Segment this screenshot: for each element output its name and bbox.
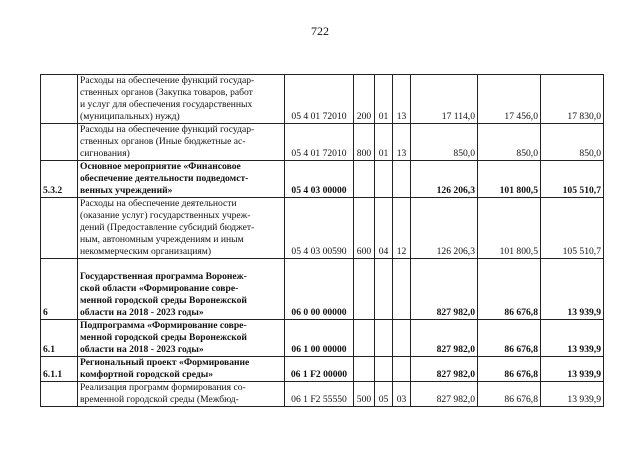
description-line: временной городской среды (Межбюд- [80, 394, 239, 405]
amount-2020: 105 510,7 [541, 198, 604, 259]
row-number [41, 382, 78, 407]
description-line: обеспечение деятельности подведомст- [80, 173, 249, 184]
description-line: области на 2018 - 2023 годы» [80, 307, 204, 318]
subsection-code [393, 320, 411, 357]
section-code [375, 357, 393, 382]
description-line: Основное мероприятие «Финансовое [80, 161, 241, 172]
budget-code: 06 1 00 00000 [285, 320, 354, 357]
expense-type [354, 161, 375, 198]
subsection-code: 03 [393, 382, 411, 407]
expense-type [354, 320, 375, 357]
expense-type: 200 [354, 75, 375, 124]
subsection-code: 13 [393, 75, 411, 124]
budget-table [40, 74, 604, 407]
amount-2018: 827 982,0 [411, 357, 478, 382]
amount-2019: 850,0 [478, 124, 541, 161]
page-number: 722 [311, 24, 329, 38]
description-line: сигнования) [80, 148, 130, 159]
section-code [375, 320, 393, 357]
description-line: ным, автономным учреждениям и иным [80, 234, 244, 245]
description-line: (муниципальных) нужд) [80, 111, 180, 122]
description-line: дений (Предоставление субсидий бюджет- [80, 222, 255, 233]
description-line: Реализация программ формирования со- [80, 382, 246, 393]
table-row [41, 124, 604, 161]
row-number [41, 198, 78, 259]
amount-2018: 126 206,3 [411, 161, 478, 198]
description-line: комфортной городской среды» [80, 369, 214, 380]
row-description [78, 124, 285, 161]
table-row [41, 198, 604, 259]
amount-2019: 101 800,5 [478, 198, 541, 259]
amount-2020: 13 939,9 [541, 259, 604, 320]
description-line: ской области «Формирование совре- [80, 283, 239, 294]
budget-code: 05 4 01 72010 [285, 75, 354, 124]
description-line: Расходы на обеспечение функций государ- [80, 124, 255, 135]
description-line: Расходы на обеспечение функций государ- [80, 75, 255, 86]
row-description [78, 382, 285, 407]
section-code: 01 [375, 75, 393, 124]
amount-2018: 17 114,0 [411, 75, 478, 124]
expense-type: 500 [354, 382, 375, 407]
description-line: области на 2018 - 2023 годы» [80, 344, 204, 355]
amount-2018: 850,0 [411, 124, 478, 161]
description-line: Подпрограмма «Формирование совре- [80, 320, 247, 331]
row-number: 5.3.2 [41, 161, 78, 198]
row-number [41, 75, 78, 124]
amount-2020: 13 939,9 [541, 320, 604, 357]
row-description [78, 320, 285, 357]
section-code: 05 [375, 382, 393, 407]
row-description [78, 259, 285, 320]
budget-code: 05 4 01 72010 [285, 124, 354, 161]
table-row [41, 382, 604, 407]
budget-code: 06 1 F2 55550 [285, 382, 354, 407]
amount-2020: 17 830,0 [541, 75, 604, 124]
budget-code: 05 4 03 00590 [285, 198, 354, 259]
row-description [78, 198, 285, 259]
expense-type: 600 [354, 198, 375, 259]
row-description [78, 75, 285, 124]
amount-2018: 827 982,0 [411, 259, 478, 320]
description-line: (оказание услуг) государственных учреж- [80, 210, 251, 221]
budget-code: 06 0 00 00000 [285, 259, 354, 320]
amount-2020: 13 939,9 [541, 357, 604, 382]
subsection-code: 12 [393, 198, 411, 259]
amount-2019: 86 676,8 [478, 382, 541, 407]
amount-2018: 827 982,0 [411, 382, 478, 407]
table-row [41, 161, 604, 198]
amount-2019: 86 676,8 [478, 320, 541, 357]
expense-type [354, 259, 375, 320]
row-number: 6.1.1 [41, 357, 78, 382]
section-code: 04 [375, 198, 393, 259]
subsection-code: 13 [393, 124, 411, 161]
amount-2019: 17 456,0 [478, 75, 541, 124]
description-line: Расходы на обеспечение деятельности [80, 198, 237, 209]
subsection-code [393, 357, 411, 382]
budget-code: 05 4 03 00000 [285, 161, 354, 198]
description-line: Государственная программа Воронеж- [80, 271, 247, 282]
section-code [375, 259, 393, 320]
amount-2020: 13 939,9 [541, 382, 604, 407]
subsection-code [393, 161, 411, 198]
description-line: венных учреждений» [80, 185, 173, 196]
expense-type [354, 357, 375, 382]
expense-type: 800 [354, 124, 375, 161]
table-row [41, 259, 604, 320]
row-number [41, 124, 78, 161]
description-line: ственных органов (Закупка товаров, работ [80, 87, 253, 98]
table-row [41, 357, 604, 382]
description-line: Региональный проект «Формирование [80, 357, 250, 368]
amount-2020: 850,0 [541, 124, 604, 161]
amount-2019: 101 800,5 [478, 161, 541, 198]
amount-2019: 86 676,8 [478, 357, 541, 382]
table-row [41, 320, 604, 357]
row-description [78, 161, 285, 198]
subsection-code [393, 259, 411, 320]
amount-2019: 86 676,8 [478, 259, 541, 320]
description-line: некоммерческим организациям) [80, 246, 212, 257]
amount-2018: 827 982,0 [411, 320, 478, 357]
amount-2018: 126 206,3 [411, 198, 478, 259]
description-line: и услуг для обеспечения государственных [80, 99, 253, 110]
section-code: 01 [375, 124, 393, 161]
row-number: 6 [41, 259, 78, 320]
amount-2020: 105 510,7 [541, 161, 604, 198]
section-code [375, 161, 393, 198]
description-line: ственных органов (Иные бюджетные ас- [80, 136, 246, 147]
budget-code: 06 1 F2 00000 [285, 357, 354, 382]
row-description [78, 357, 285, 382]
description-line: менной городской среды Воронежской [80, 332, 247, 343]
table-row [41, 75, 604, 124]
row-number: 6.1 [41, 320, 78, 357]
description-line: менной городской среды Воронежской [80, 295, 247, 306]
